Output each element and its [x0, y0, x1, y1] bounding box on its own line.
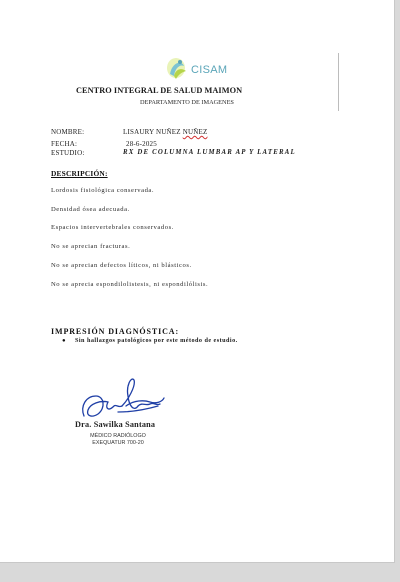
department-name: DEPARTAMENTO DE IMAGENES: [140, 99, 234, 106]
finding-item: No se aprecia espondilolistesis, ni espondilólisis.: [51, 281, 209, 288]
name-value: [123, 128, 207, 136]
description-title: DESCRIPCIÓN:: [51, 169, 108, 178]
impression-title: IMPRESIÓN DIAGNÓSTICA:: [51, 327, 180, 336]
finding-item: No se aprecian defectos líticos, ni blásticos.: [51, 262, 192, 269]
date-label: FECHA:: [51, 140, 78, 148]
finding-item: Densidad ósea adecuada.: [51, 206, 130, 213]
signer-title: MÉDICO RADIÓLOGO: [90, 433, 146, 439]
signer-name: Dra. Sawilka Santana: [75, 420, 156, 429]
study-label: ESTUDIO:: [51, 149, 85, 157]
finding-item: Lordosis fisiológica conservada.: [51, 187, 155, 194]
finding-item: Espacios intervertebrales conservados.: [51, 224, 174, 231]
header-divider: [338, 53, 339, 111]
bullet-icon: ●: [62, 338, 66, 344]
impression-item: Sin hallazgos patológicos por este método de estudio.: [75, 337, 238, 344]
name-value-flagged: NUÑEZ: [182, 128, 208, 136]
organization-name: CENTRO INTEGRAL DE SALUD MAIMON: [76, 86, 243, 95]
name-label: NOMBRE:: [51, 128, 85, 136]
name-value-main: LISAURY NUÑEZ: [123, 128, 181, 136]
signer-exequatur: EXEQUATUR 700-20: [92, 440, 144, 446]
logo-text: CISAM: [191, 64, 228, 76]
finding-item: No se aprecian fracturas.: [51, 243, 131, 250]
handwritten-signature: [78, 376, 168, 422]
study-value: RX DE COLUMNA LUMBAR AP Y LATERAL: [123, 149, 296, 156]
date-value: 28-6-2025: [126, 140, 157, 148]
